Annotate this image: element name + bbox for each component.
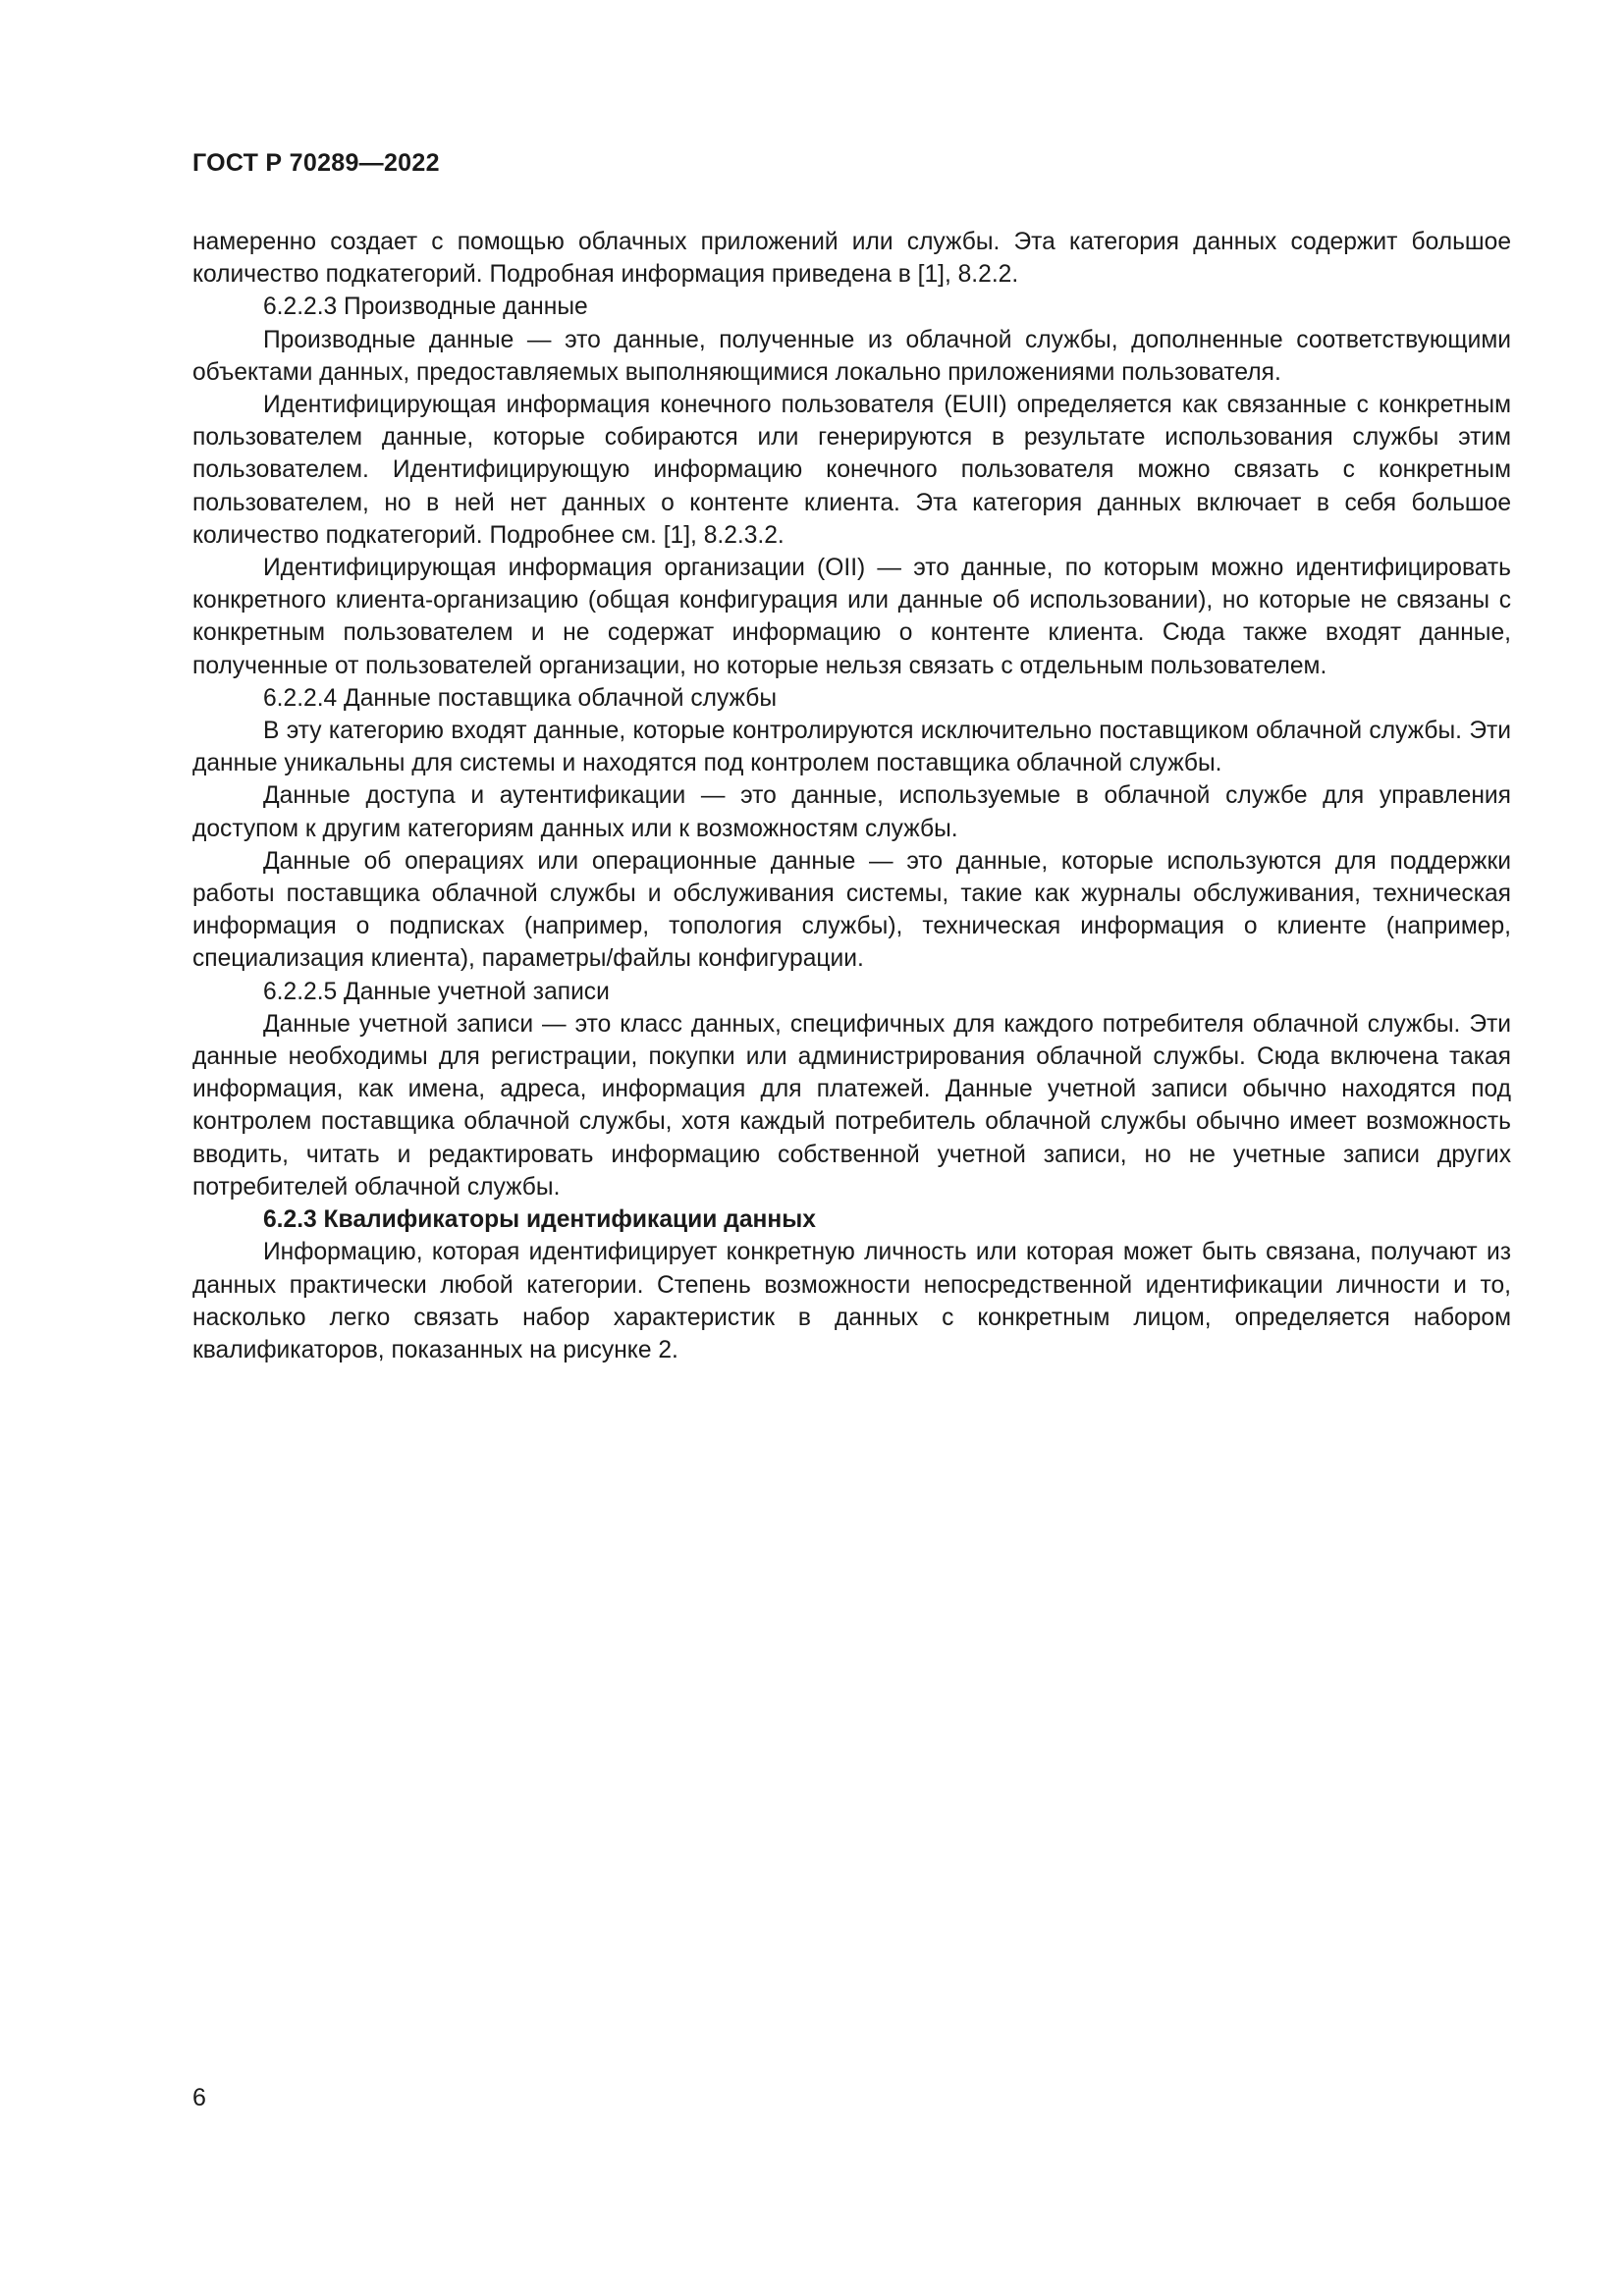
paragraph-identification-qualifiers: Информацию, которая идентифицирует конкретную личность или которая может быть связана, получают из данных практически любой категории. Степень возможности непосредственной идентификации личности и то, насколько легко связать набор характеристик в данных с конкретным лицом, определяется набором квалификаторов, показанных на рисунке 2. bbox=[192, 1239, 1511, 1363]
document-header: ГОСТ Р 70289—2022 bbox=[192, 149, 440, 177]
paragraph-provider-data: В эту категорию входят данные, которые контролируются исключительно поставщиком облачной службы. Эти данные уникальны для системы и находятся под контролем поставщика облачной службы. bbox=[192, 718, 1511, 777]
subsection-heading-6-2-2-3: 6.2.2.3 Производные данные bbox=[263, 294, 588, 321]
section-heading-6-2-3: 6.2.3 Квалификаторы идентификации данных bbox=[263, 1206, 816, 1234]
paragraph-euii: Идентифицирующая информация конечного пользователя (EUII) определяется как связанные с конкретным пользователем данные, которые собираются или генерируются в результате использования службы этим пользователем. Идентифицирующую информацию конечного пользователя можно связать с конкретным пользователем, но в ней нет данных о контенте клиента. Эта категория данных включает в себя большое количество подкатегорий. Подробнее см. [1], 8.2.3.2. bbox=[192, 392, 1511, 549]
subsection-heading-6-2-2-4: 6.2.2.4 Данные поставщика облачной службы bbox=[263, 684, 778, 712]
paragraph-access-auth-data: Данные доступа и аутентификации — это данные, используемые в облачной службе для управления доступом к другим категориям данных или к возможностям службы. bbox=[192, 782, 1511, 842]
document-body bbox=[192, 226, 1511, 1366]
paragraph-operations-data: Данные об операциях или операционные данные — это данные, которые используются для поддержки работы поставщика облачной службы и обслуживания системы, такие как журналы обслуживания, техническая информация о подписках (например, топология службы), техническая информация о клиенте (например, специализация клиента), параметры/файлы конфигурации. bbox=[192, 847, 1511, 973]
paragraph-oii: Идентифицирующая информация организации (OII) — это данные, по которым можно идентифицировать конкретного клиента-организацию (общая конфигурация или данные об использовании), но которые не связаны с конкретным пользователем и не содержат информацию о контенте клиента. Сюда также входят данные, полученные от пользователей организации, но которые нельзя связать с отдельным пользователем. bbox=[192, 555, 1511, 679]
paragraph-account-data: Данные учетной записи — это класс данных, специфичных для каждого потребителя облачной службы. Эти данные необходимы для регистрации, покупки или администрирования облачной службы. Сюда включена такая информация, как имена, адреса, информация для платежей. Данные учетной записи обычно находятся под контролем поставщика облачной службы, хотя каждый потребитель облачной службы обычно имеет возможность вводить, читать и редактировать информацию собственной учетной записи, но не учетные записи других потребителей облачной службы. bbox=[192, 1010, 1511, 1201]
paragraph-continuation: намеренно создает с помощью облачных приложений или службы. Эта категория данных содержит большое количество подкатегорий. Подробная информация приведена в [1], 8.2.2. bbox=[192, 229, 1511, 289]
subsection-heading-6-2-2-5: 6.2.2.5 Данные учетной записи bbox=[263, 978, 610, 1005]
page-number: 6 bbox=[192, 2084, 206, 2111]
paragraph-derived-data: Производные данные — это данные, полученные из облачной службы, дополненные соответствующими объектами данных, предоставляемых выполняющимися локально приложениями пользователя. bbox=[192, 326, 1511, 386]
